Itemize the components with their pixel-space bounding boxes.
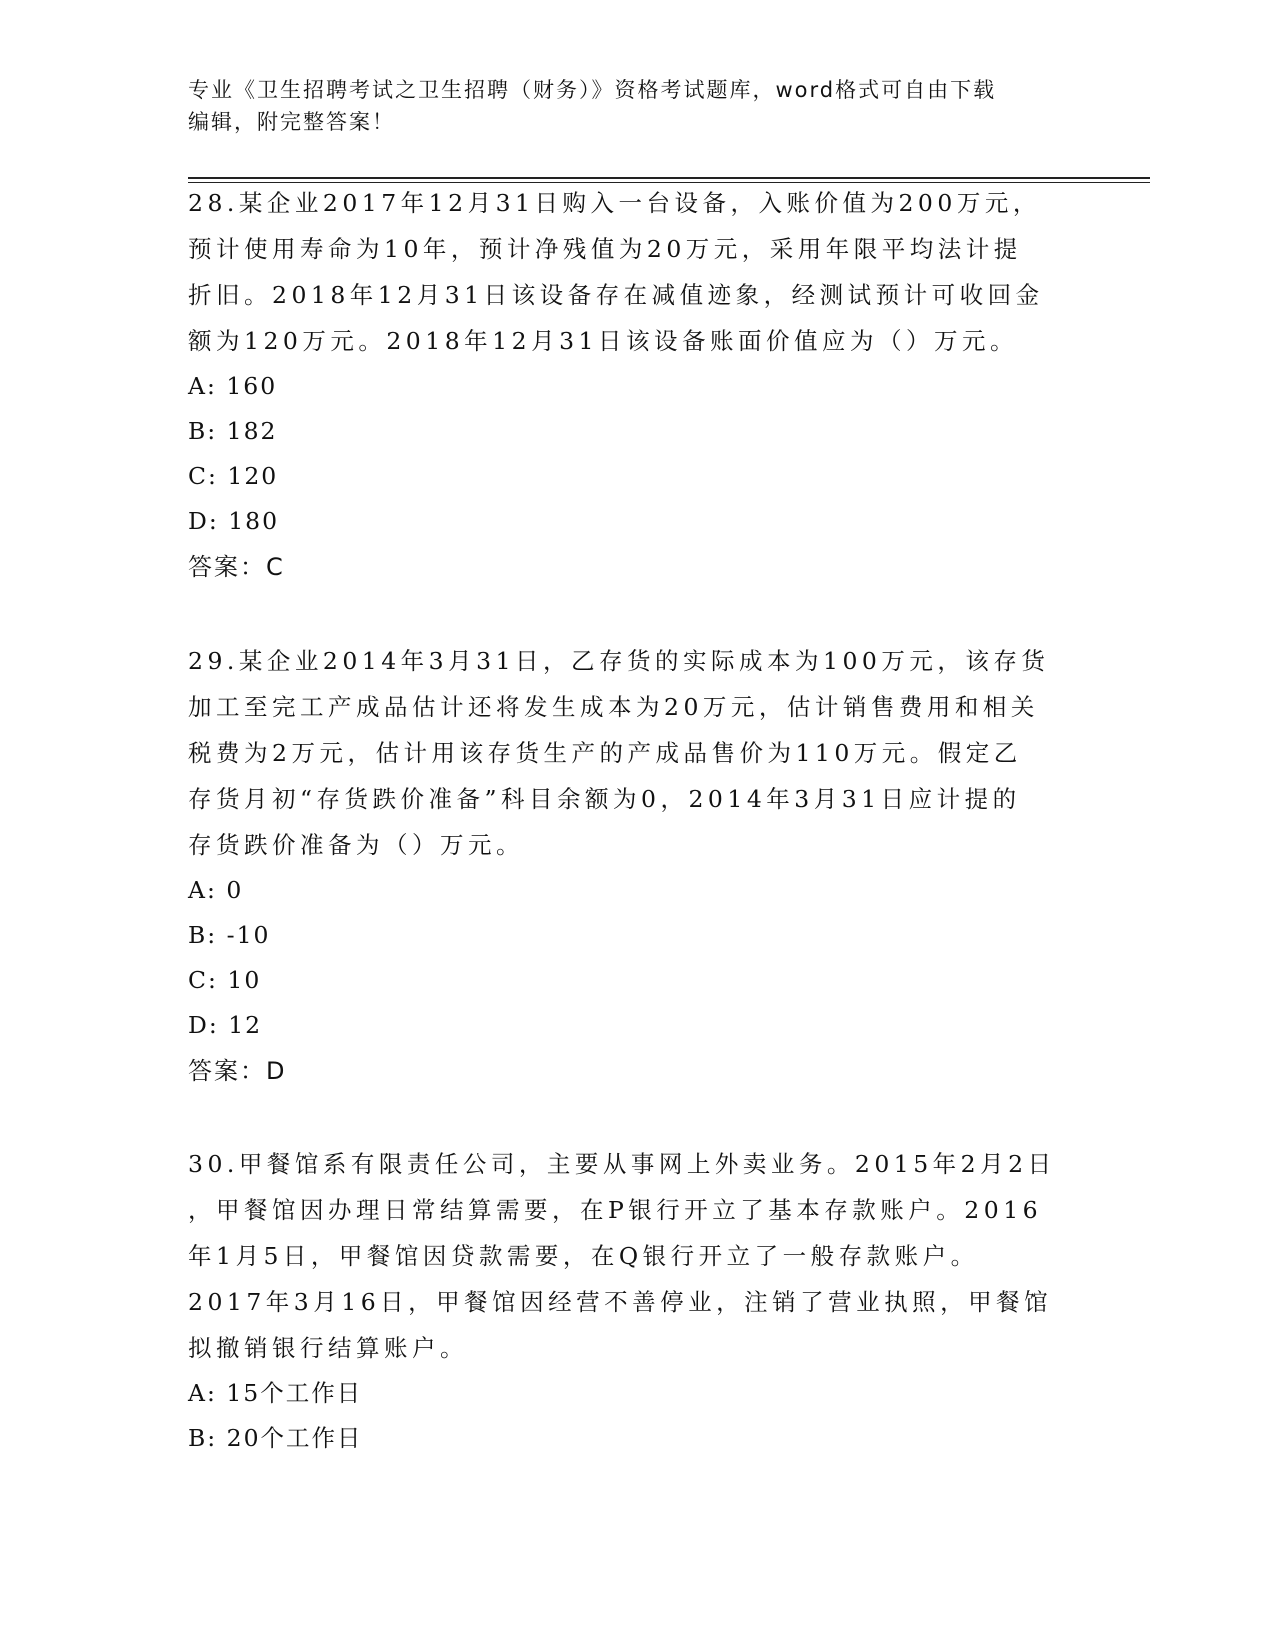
stem-line: 2017年3月16日，甲餐馆因经营不善停业，注销了营业执照，甲餐馆 [188, 1288, 1053, 1316]
option-a: A: 15个工作日 [188, 1379, 363, 1407]
header-divider [188, 177, 1150, 179]
option-d: D: 12 [188, 1011, 263, 1039]
stem-line: 加工至完工产成品估计还将发生成本为20万元，估计销售费用和相关 [188, 693, 1039, 721]
option-c: C: 10 [188, 966, 262, 994]
stem-line: 税费为2万元，估计用该存货生产的产成品售价为110万元。假定乙 [188, 739, 1022, 767]
stem-line: ，甲餐馆因办理日常结算需要，在P银行开立了基本存款账户。2016 [188, 1196, 1043, 1224]
stem-line: 存货月初“存货跌价准备”科目余额为0，2014年3月31日应计提的 [188, 785, 1021, 813]
stem-line: 折旧。2018年12月31日该设备存在减值迹象，经测试预计可收回金 [188, 281, 1044, 309]
stem-line: 拟撤销银行结算账户。 [188, 1334, 468, 1362]
header-line: 编辑，附完整答案！ [188, 110, 395, 134]
stem-line: 存货跌价准备为（）万元。 [188, 831, 524, 859]
option-a: A: 160 [188, 372, 278, 400]
answer: 答案：C [188, 553, 285, 581]
question-stem [188, 180, 1068, 364]
option-b: B: 182 [188, 417, 278, 445]
option-d: D: 180 [188, 507, 280, 535]
question-stem [188, 1141, 1068, 1371]
stem-line: 额为120万元。2018年12月31日该设备账面价值应为（）万元。 [188, 327, 1018, 355]
header-line: 专业《卫生招聘考试之卫生招聘（财务）》资格考试题库，word格式可自由下载 [188, 78, 997, 102]
question-stem [188, 638, 1068, 868]
stem-line: 年1月5日，甲餐馆因贷款需要，在Q银行开立了一般存款账户。 [188, 1242, 979, 1270]
stem-line: 预计使用寿命为10年，预计净残值为20万元，采用年限平均法计提 [188, 235, 1022, 263]
answer: 答案：D [188, 1057, 287, 1085]
option-b: B: -10 [188, 921, 271, 949]
option-a: A: 0 [188, 876, 244, 904]
stem-line: 30.甲餐馆系有限责任公司，主要从事网上外卖业务。2015年2月2日 [188, 1150, 1056, 1178]
stem-line: 29.某企业2014年3月31日，乙存货的实际成本为100万元，该存货 [188, 647, 1050, 675]
question-29 [188, 638, 1068, 1094]
option-b: B: 20个工作日 [188, 1424, 363, 1452]
stem-line: 28.某企业2017年12月31日购入一台设备，入账价值为200万元， [188, 189, 1041, 217]
question-30 [188, 1141, 1068, 1461]
option-c: C: 120 [188, 462, 279, 490]
document-header [188, 74, 1088, 138]
question-28 [188, 180, 1068, 590]
